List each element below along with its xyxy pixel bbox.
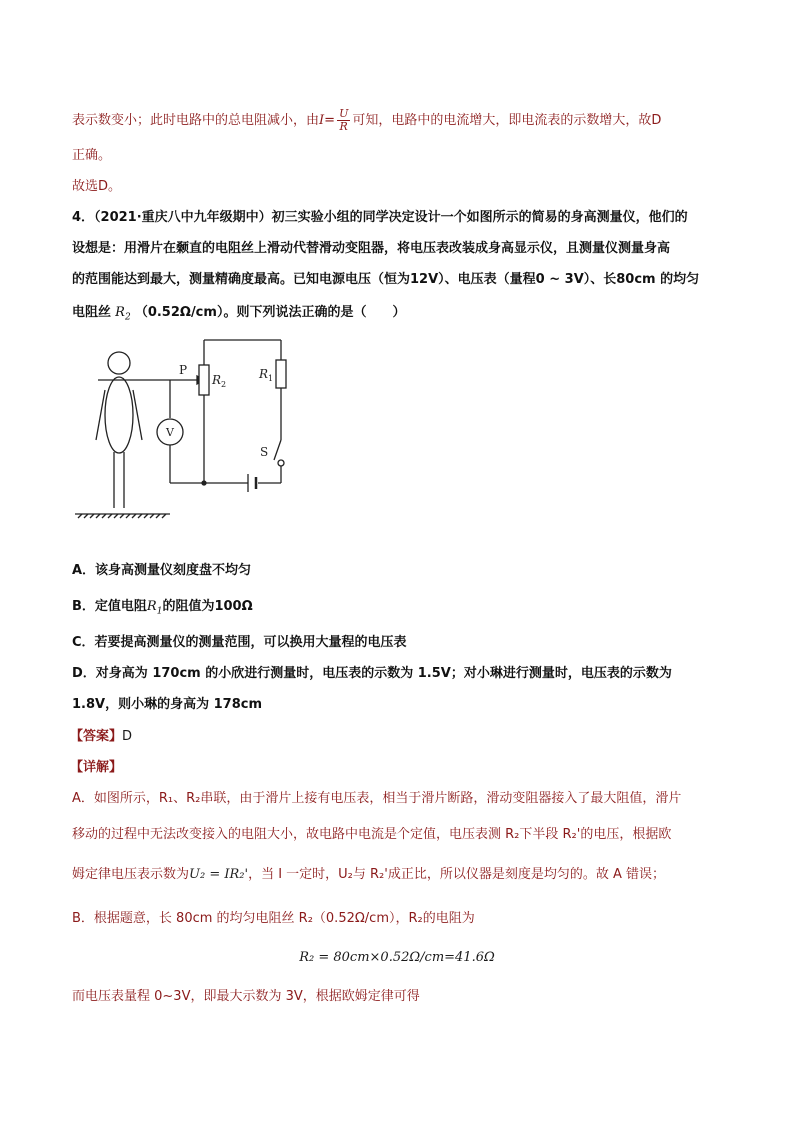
person-head <box>108 352 130 374</box>
option-b <box>72 598 253 621</box>
answer-label: 【答案】 <box>70 729 123 744</box>
detail-line <box>72 866 665 884</box>
voltmeter-label: V <box>166 426 174 439</box>
detail-line: 而电压表量程 0~3V，即最大示数为 3V，根据欧姆定律可得 <box>72 989 420 1004</box>
r2-subscript: 2 <box>221 380 227 389</box>
switch-label: S <box>260 445 269 459</box>
text: ，当 I 一定时，U₂与 R₂'成正比，所以仪器是刻度是均匀的。故 A 错误； <box>248 867 665 882</box>
fraction <box>337 108 350 133</box>
r1-letter: R <box>259 367 269 381</box>
detail-line: A．如图所示，R₁、R₂串联，由于滑片上接有电压表，相当于滑片断路，滑动变阻器接入了最大阻值，滑片 <box>72 791 682 806</box>
question-line: 的范围能达到最大，测量精确度最高。已知电源电压（恒为12V）、电压表（量程0 ~ 3V）、长80cm 的均匀 <box>72 272 700 287</box>
person-body <box>105 377 133 453</box>
detail-label: 【详解】 <box>70 760 123 775</box>
detail-line: B．根据题意，长 80cm 的均匀电阻丝 R₂（0.52Ω/cm），R₂的电阻为 <box>72 911 475 926</box>
formula-variable: I <box>319 113 325 128</box>
fraction-numerator: U <box>339 107 349 120</box>
option-d-line1: D．对身高为 170cm 的小欣进行测量时，电压表的示数为 1.5V；对小琳进行测量时，电压表的示数为 <box>72 666 672 681</box>
answer-value: D <box>122 729 133 744</box>
question-line <box>72 304 405 327</box>
r2-letter: R <box>212 373 222 387</box>
formula: U₂ = IR₂' <box>189 867 249 882</box>
text: 可知，电路中的电流增大，即电流表的示数增大，故D <box>352 113 662 128</box>
slider-label: P <box>179 363 188 377</box>
symbol-r2: $R_2$ <box>111 305 131 323</box>
paragraph-line <box>72 108 661 133</box>
r2-label <box>211 373 226 389</box>
detail-line: 移动的过程中无法改变接入的电阻大小，故电路中电流是个定值，电压表测 R₂下半段 R₂'的电压，根据欧 <box>72 827 672 842</box>
text: 电阻丝 <box>72 305 112 320</box>
option-c: C．若要提高测量仪的测量范围，可以换用大量程的电压表 <box>72 635 407 650</box>
fraction-denominator: R <box>339 120 348 133</box>
question-line: 设想是：用滑片在颡直的电阻丝上滑动代替滑动变阻器，将电压表改装成身高显示仪，且测量仪测量身高 <box>72 241 671 256</box>
paragraph-line: 正确。 <box>72 148 112 163</box>
circuit-svg <box>70 330 330 525</box>
r1-label <box>258 367 273 383</box>
formula-equals: = <box>324 113 336 128</box>
question-line: 4．（2021·重庆八中九年级期中）初三实验小组的同学决定设计一个如图所示的简易的身高测量仪，他们的 <box>72 210 688 225</box>
answer-line <box>70 728 132 746</box>
symbol-r1: $R_1$ <box>146 599 163 617</box>
text: 的阻值为100Ω <box>162 599 253 614</box>
equation: R₂ = 80cm×0.52Ω/cm=41.6Ω <box>299 950 495 965</box>
option-a: A．该身高测量仪刻度盘不均匀 <box>72 563 252 578</box>
option-d-line2: 1.8V，则小琳的身高为 178cm <box>72 697 263 712</box>
text: 姆定律电压表示数为 <box>72 867 190 882</box>
paragraph-line: 故选D。 <box>72 179 122 194</box>
circuit-diagram <box>70 330 330 525</box>
text: （0.52Ω/cm）。则下列说法正确的是（ ） <box>134 305 406 320</box>
text: B．定值电阻 <box>72 599 147 614</box>
r1-subscript: 1 <box>268 374 274 383</box>
text: 表示数变小；此时电路中的总电阻减小，由 <box>72 113 320 128</box>
